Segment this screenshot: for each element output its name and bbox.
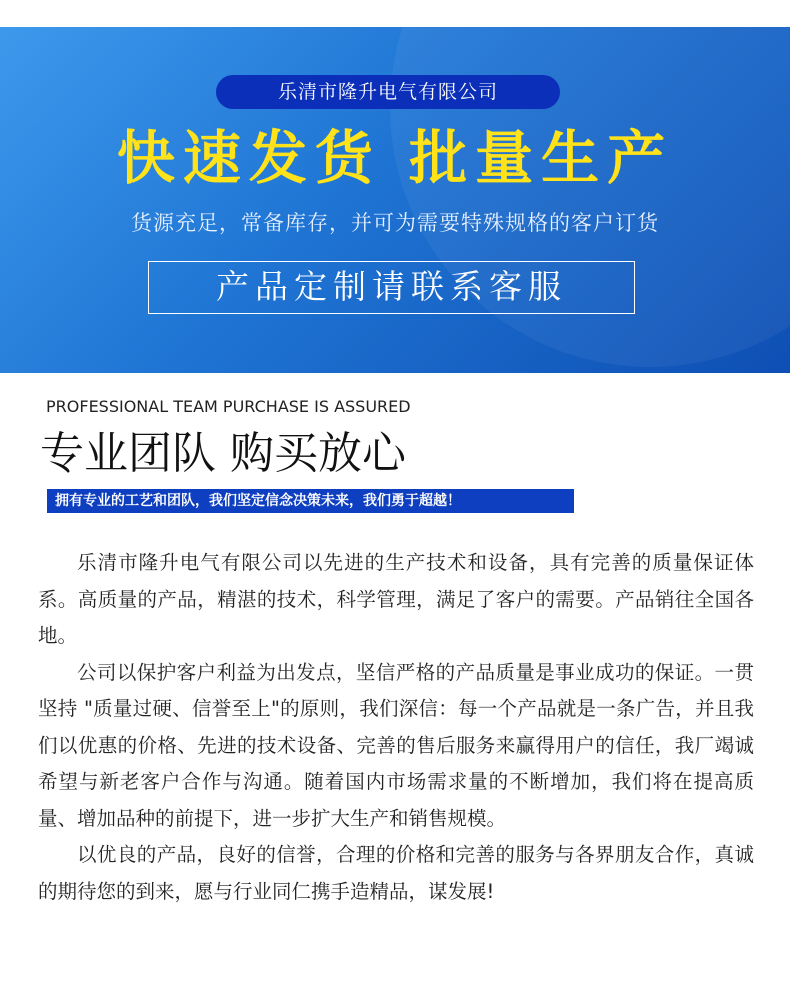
- stock-subline: 货源充足，常备库存，并可为需要特殊规格的客户订货: [131, 211, 659, 235]
- hero-banner: [0, 27, 790, 373]
- intro-paragraph: 乐清市隆升电气有限公司以先进的生产技术和设备，具有完善的质量保证体系。高质量的产品，精湛的技术，科学管理，满足了客户的需要。产品销往全国各地。: [38, 551, 754, 647]
- headline: 快速发货 批量生产: [116, 124, 674, 192]
- intro-paragraph: 以优良的产品，良好的信誉，合理的价格和完善的服务与各界朋友合作，真诚的期待您的到来，愿与行业同仁携手造精品，谋发展!: [38, 843, 754, 903]
- section-english-title: PROFESSIONAL TEAM PURCHASE IS ASSURED: [46, 397, 411, 416]
- company-intro: [38, 545, 754, 910]
- section-chinese-title: 专业团队 购买放心: [40, 428, 406, 479]
- slogan-bar: 拥有专业的工艺和团队，我们坚定信念决策未来，我们勇于超越！: [47, 489, 574, 513]
- custom-order-notice: 产品定制请联系客服: [148, 261, 635, 314]
- intro-paragraph: 公司以保护客户利益为出发点，坚信严格的产品质量是事业成功的保证。一贯坚持 "质量过硬、信誉至上"的原则，我们深信：每一个产品就是一条广告，并且我们以优惠的价格、先进的技术设备、完善的售后服务来赢得用户的信任，我厂竭诚希望与新老客户合作与沟通。随着国内市场需求量的不断增加，我们将在提高质量、增加品种的前提下，进一步扩大生产和销售规模。: [38, 660, 754, 830]
- company-name-pill: 乐清市隆升电气有限公司: [216, 75, 560, 109]
